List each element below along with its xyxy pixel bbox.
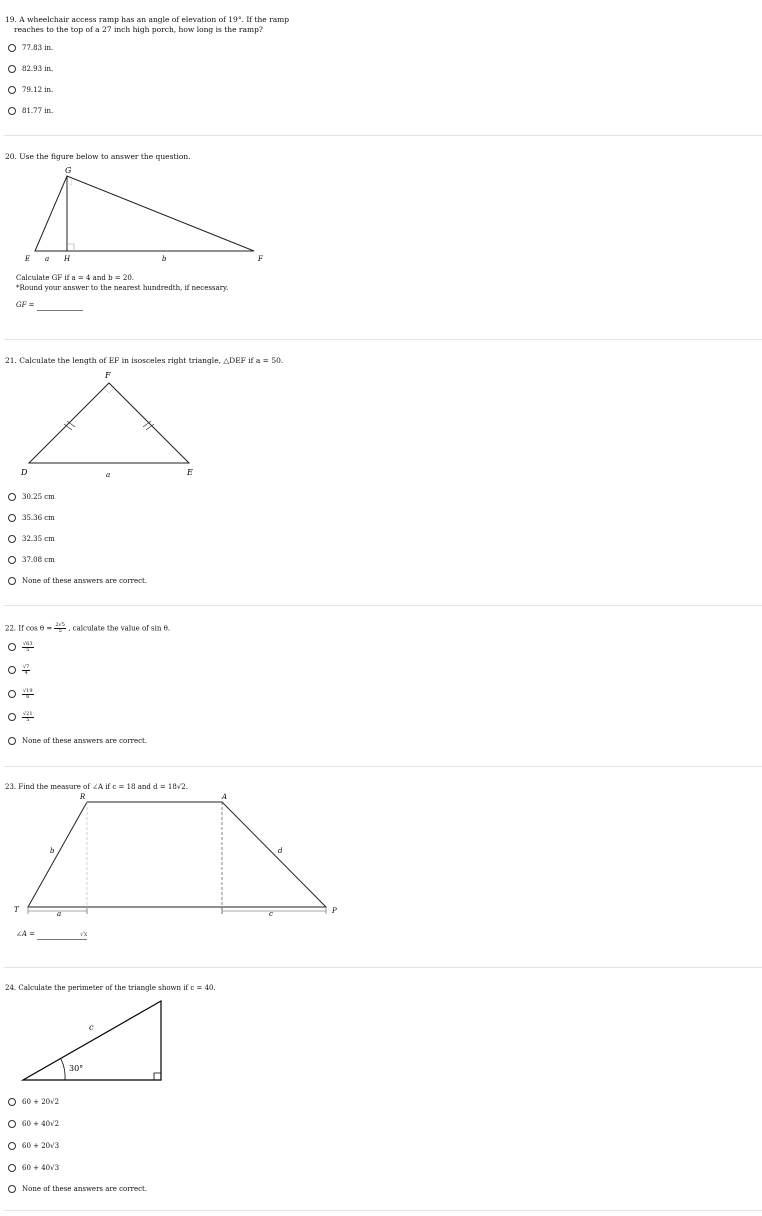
label-T: T [14,906,19,914]
label-E: E [187,468,193,477]
answer-label: GF = [16,301,35,309]
math-input-hint: √x [80,931,88,938]
q19-option-1[interactable]: 77.83 in. [8,42,53,54]
radio-button[interactable] [8,1164,16,1172]
label-F: F [258,255,263,263]
q23-answer-row [16,929,87,940]
radio-button[interactable] [8,1185,16,1193]
label-D: D [21,468,28,477]
label-b: b [162,255,167,263]
label-E: E [25,255,31,263]
label-d: d [278,847,283,855]
q19-option-4[interactable]: 81.77 in. [8,105,53,117]
q19-option-2[interactable]: 82.93 in. [8,63,53,75]
label-P: P [332,907,337,915]
divider [4,339,762,340]
q21-option-3[interactable]: 32.35 cm [8,533,55,545]
radio-button[interactable] [8,713,16,721]
q21-triangle-figure [15,368,205,483]
radio-button[interactable] [8,1142,16,1150]
label-b: b [50,847,55,855]
radio-button[interactable] [8,535,16,543]
radio-button[interactable] [8,107,16,115]
question-24-stem: 24. Calculate the perimeter of the triangle shown if c = 40. [5,984,216,992]
q20-answer-row [16,300,83,311]
answer-label: ∠A = [16,930,36,938]
stem-fraction: $\frac{2√5}{5}$ [55,622,65,634]
radio-button[interactable] [8,643,16,651]
q24-option-4[interactable]: 60 + 40√3 [8,1162,59,1174]
q21-option-1[interactable]: 30.25 cm [8,491,55,503]
divider [4,967,762,968]
radio-button[interactable] [8,556,16,564]
radio-button[interactable] [8,577,16,585]
label-a: a [106,471,111,479]
label-c: c [269,910,273,918]
label-c: c [89,1023,94,1032]
question-21-stem: 21. Calculate the length of EF in isosceles right triangle, △DEF if a = 50. [5,356,284,365]
label-H: H [64,255,71,263]
answer-input[interactable] [37,930,87,940]
question-20-line1: Calculate GF if a = 4 and b = 20. [16,274,135,282]
label-F: F [105,371,111,380]
question-23-stem: 23. Find the measure of ∠A if c = 18 and d = 18√2. [5,783,188,791]
radio-button[interactable] [8,65,16,73]
answer-input[interactable] [37,301,83,311]
question-20-stem: 20. Use the figure below to answer the question. [5,152,191,161]
q22-option-1[interactable]: $\frac{√63}{5}$ [8,641,34,653]
q21-option-5[interactable]: None of these answers are correct. [8,575,147,587]
radio-button[interactable] [8,514,16,522]
q22-option-4[interactable]: $\frac{√21}{5}$ [8,711,34,723]
q21-option-4[interactable]: 37.08 cm [8,554,55,566]
label-a: a [45,255,50,263]
question-19-line1: 19. A wheelchair access ramp has an angle of elevation of 19°. If the ramp [5,15,290,24]
q24-triangle-figure [15,995,175,1085]
q22-option-2[interactable]: $\frac{√7}{4}$ [8,664,30,676]
q20-triangle-figure [20,163,270,263]
radio-button[interactable] [8,666,16,674]
question-19-line2: reaches to the top of a 27 inch high porch, how long is the ramp? [14,25,263,34]
divider [4,766,762,767]
q21-option-2[interactable]: 35.36 cm [8,512,55,524]
radio-button[interactable] [8,44,16,52]
q24-option-5[interactable]: None of these answers are correct. [8,1183,147,1195]
q24-option-3[interactable]: 60 + 20√3 [8,1140,59,1152]
radio-button[interactable] [8,86,16,94]
q22-option-5[interactable]: None of these answers are correct. [8,735,147,747]
q24-option-2[interactable]: 60 + 40√2 [8,1118,59,1130]
label-A: A [222,793,228,801]
divider [4,135,762,136]
q24-option-1[interactable]: 60 + 20√2 [8,1096,59,1108]
label-a: a [57,910,62,918]
radio-button[interactable] [8,493,16,501]
q23-trapezoid-figure [10,790,350,920]
radio-button[interactable] [8,690,16,698]
radio-button[interactable] [8,1120,16,1128]
q19-option-3[interactable]: 79.12 in. [8,84,53,96]
divider [4,1210,762,1211]
q22-option-3[interactable]: $\frac{√19}{6}$ [8,688,34,700]
radio-button[interactable] [8,1098,16,1106]
label-G: G [65,166,72,175]
question-20-line2: *Round your answer to the nearest hundredth, if necessary. [16,284,229,292]
divider [4,605,762,606]
question-22-stem: 22. If cos θ = $\frac{2√5}{5}$ , calculate the value of sin θ. [5,622,171,634]
label-R: R [80,793,86,801]
radio-button[interactable] [8,737,16,745]
label-angle: 30° [69,1064,84,1073]
